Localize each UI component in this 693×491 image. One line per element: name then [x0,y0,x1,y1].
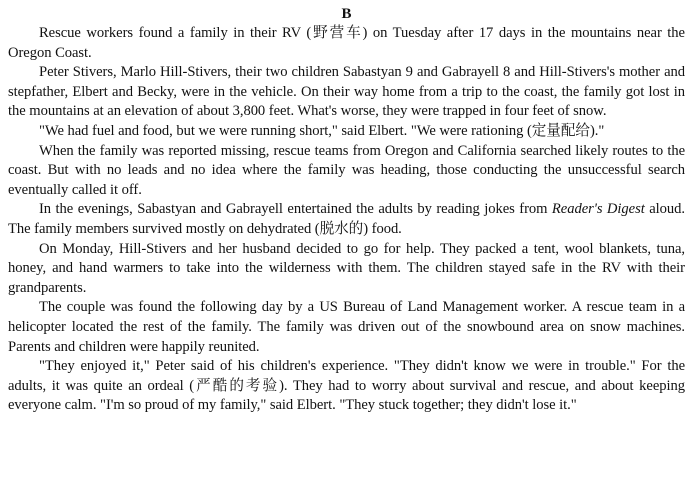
paragraph-text: Peter Stivers, Marlo Hill-Stivers, their two children Sabastyan 9 and Gabrayell 8 and Hill-Stivers's mother and stepfather, Elbert and Becky, were in the vehicle. On their way home from a trip to the coast, the family got lost in the mountains at an elevation of about 3,800 feet. What's worse, they were trapped in four feet of snow. [8,64,685,120]
paragraph-text: "We had fuel and food, but we were running short," said Elbert. "We were rationing (定量配给)." [39,122,605,139]
paragraph-text: When the family was reported missing, rescue teams from Oregon and California searched likely routes to the coast. But with no leads and no idea where the family was heading, those conducting the unsuccessful search eventually called it off. [8,142,685,198]
paragraph-text: The couple was found the following day by a US Bureau of Land Management worker. A rescue team in a helicopter located the rest of the family. The family was driven out of the snowbound area on snow machines. Parents and children were happily reunited. [8,299,685,355]
paragraph-3 [8,122,685,142]
paragraph-2 [8,63,685,122]
paragraph-4 [8,142,685,201]
paragraph-1 [8,24,685,63]
paragraph-5 [8,200,685,239]
paragraph-text: Rescue workers found a family in their RV (野营车) on Tuesday after 17 days in the mountains near the Oregon Coast. [8,25,685,61]
publication-title: Reader's Digest [551,201,645,218]
paragraph-text: In the evenings, Sabastyan and Gabrayell entertained the adults by reading jokes from [39,201,552,218]
paragraph-8 [8,357,685,416]
paragraph-6 [8,240,685,299]
paragraph-text: "They enjoyed it," Peter said of his children's experience. "They didn't know we were in trouble." For the adults, it was quite an ordeal (严酷的考验). They had to worry about survival and rescue, and about keeping everyone calm. "I'm so proud of my family," said Elbert. "They stuck together; they didn't lose it." [8,358,685,414]
section-heading: B [341,6,352,22]
paragraph-7 [8,298,685,357]
paragraph-text: aloud. The family members survived mostly on dehydrated (脱水的) food. [8,201,685,237]
paragraph-text: On Monday, Hill-Stivers and her husband decided to go for help. They packed a tent, wool blankets, tuna, honey, and hand warmers to take into the wilderness with them. The children stayed safe in the RV with their grandparents. [8,240,685,296]
